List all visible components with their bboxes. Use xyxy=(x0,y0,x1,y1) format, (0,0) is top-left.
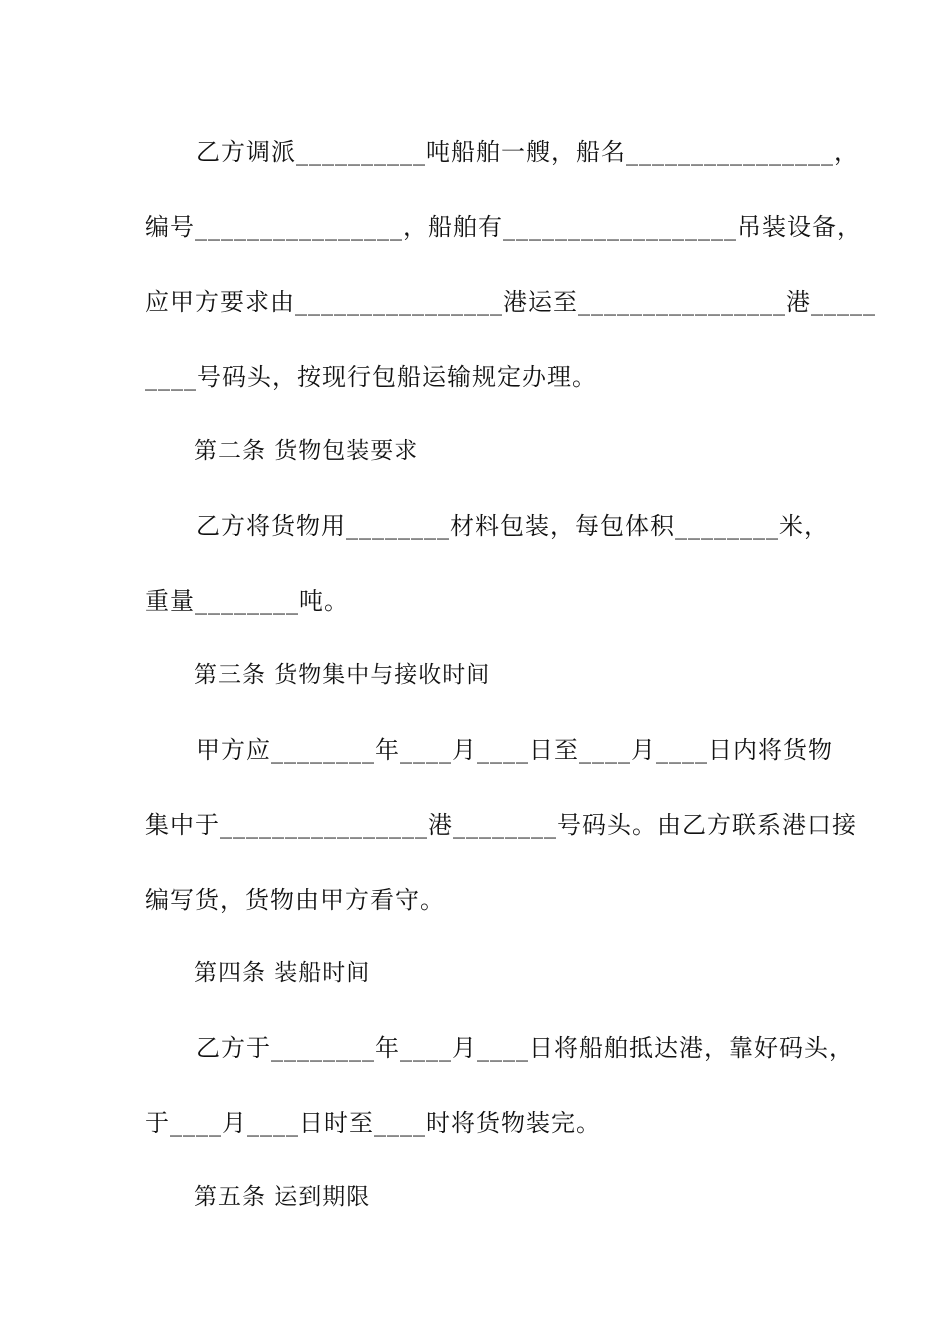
heading-article-2: 第二条 货物包装要求 xyxy=(194,438,419,464)
paragraph-ship-number-line: 编号________________，船舶有__________________吊装设备， xyxy=(145,213,862,241)
paragraph-dock-rule-line: ____号码头，按现行包船运输规定办理。 xyxy=(145,363,597,391)
paragraph-ship-dispatch-line: 乙方调派__________吨船舶一艘，船名________________， xyxy=(196,138,859,166)
paragraph-port-route-line: 应甲方要求由________________港运至________________港_____ xyxy=(145,288,876,316)
paragraph-loading-complete-line: 于____月____日时至____时将货物装完。 xyxy=(145,1109,601,1137)
heading-article-4: 第四条 装船时间 xyxy=(194,960,371,986)
heading-article-5: 第五条 运到期限 xyxy=(194,1184,371,1210)
heading-article-3: 第三条 货物集中与接收时间 xyxy=(194,662,491,688)
paragraph-weight-line: 重量________吨。 xyxy=(145,587,349,615)
paragraph-packaging-line: 乙方将货物用________材料包装，每包体积________米， xyxy=(196,512,829,540)
paragraph-loading-arrival-line: 乙方于________年____月____日将船舶抵达港，靠好码头， xyxy=(196,1034,854,1062)
paragraph-collection-port-line: 集中于________________港________号码头。由乙方联系港口接 xyxy=(145,811,857,839)
paragraph-custody-line: 编写货，货物由甲方看守。 xyxy=(145,886,445,914)
paragraph-collection-date-line: 甲方应________年____月____日至____月____日内将货物 xyxy=(196,736,833,764)
